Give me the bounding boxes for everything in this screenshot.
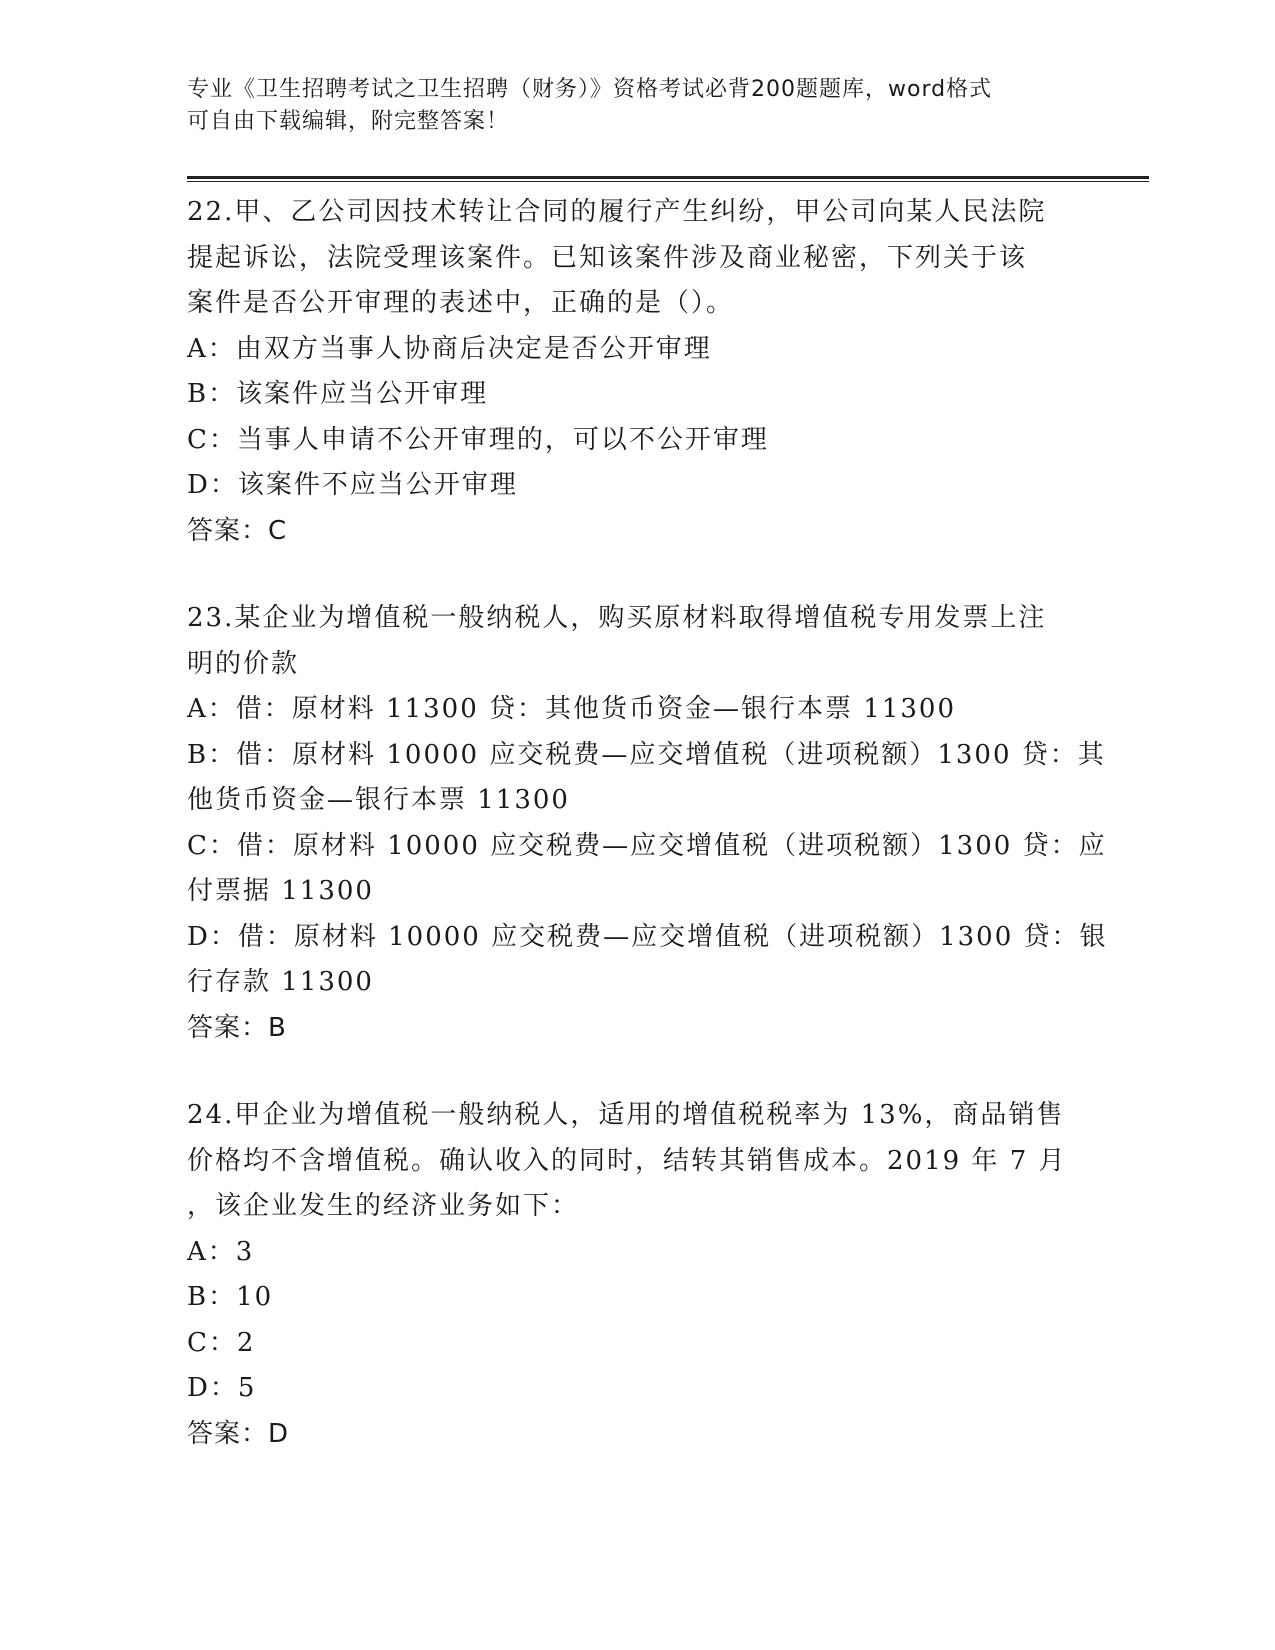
option-b: B：该案件应当公开审理 [187, 379, 489, 409]
question-22 [187, 190, 1087, 554]
option-d: D：借：原材料 10000 应交税费—应交增值税（进项税额）1300 贷：银 [187, 921, 1108, 952]
question-list [187, 190, 1108, 1457]
question-stem-line: ，该企业发生的经济业务如下： [187, 1191, 580, 1221]
option-a: A：由双方当事人协商后决定是否公开审理 [187, 333, 712, 364]
option-b: B：借：原材料 10000 应交税费—应交增值税（进项税额）1300 贷：其 [187, 739, 1106, 770]
answer-line: 答案：B [187, 1012, 287, 1043]
option-c: C：借：原材料 10000 应交税费—应交增值税（进项税额）1300 贷：应 [187, 830, 1107, 861]
option-b-continued: 他货币资金—银行本票 11300 [187, 785, 570, 815]
question-stem-line: 提起诉讼，法院受理该案件。已知该案件涉及商业秘密，下列关于该 [187, 242, 1028, 273]
question-stem-line: 24.甲企业为增值税一般纳税人，适用的增值税税率为 13%，商品销售 [187, 1100, 1065, 1130]
question-stem-line: 案件是否公开审理的表述中，正确的是（）。 [187, 288, 735, 318]
question-stem-line: 23.某企业为增值税一般纳税人，购买原材料取得增值税专用发票上注 [187, 603, 1047, 633]
header-divider [187, 176, 1149, 182]
question-stem-line: 22.甲、乙公司因技术转让合同的履行产生纠纷，甲公司向某人民法院 [187, 197, 1047, 227]
option-d-continued: 行存款 11300 [187, 967, 374, 997]
question-spacer [187, 1051, 1087, 1093]
option-b: B：10 [187, 1282, 274, 1312]
divider-thin [187, 181, 1149, 182]
header-line-2: 可自由下载编辑，附完整答案！ [187, 109, 510, 134]
option-d: D：5 [187, 1373, 257, 1403]
option-c: C：当事人申请不公开审理的，可以不公开审理 [187, 424, 769, 455]
option-c: C：2 [187, 1327, 256, 1358]
question-23 [187, 596, 1108, 1051]
question-24 [187, 1093, 1087, 1457]
divider-thick [187, 176, 1149, 179]
question-stem-line: 明的价款 [187, 648, 300, 679]
question-spacer [187, 554, 1087, 596]
answer-line: 答案：C [187, 515, 288, 546]
header-line-1: 专业《卫生招聘考试之卫生招聘（财务）》资格考试必背200题题库，word格式 [187, 77, 993, 102]
option-a: A：借：原材料 11300 贷：其他货币资金—银行本票 11300 [187, 694, 956, 724]
answer-line: 答案：D [187, 1418, 290, 1449]
question-stem-line: 价格均不含增值税。确认收入的同时，结转其销售成本。2019 年 7 月 [187, 1145, 1067, 1176]
option-d: D：该案件不应当公开审理 [187, 470, 518, 500]
option-c-continued: 付票据 11300 [187, 876, 374, 906]
option-a: A：3 [187, 1236, 255, 1267]
document-header [187, 74, 1067, 138]
